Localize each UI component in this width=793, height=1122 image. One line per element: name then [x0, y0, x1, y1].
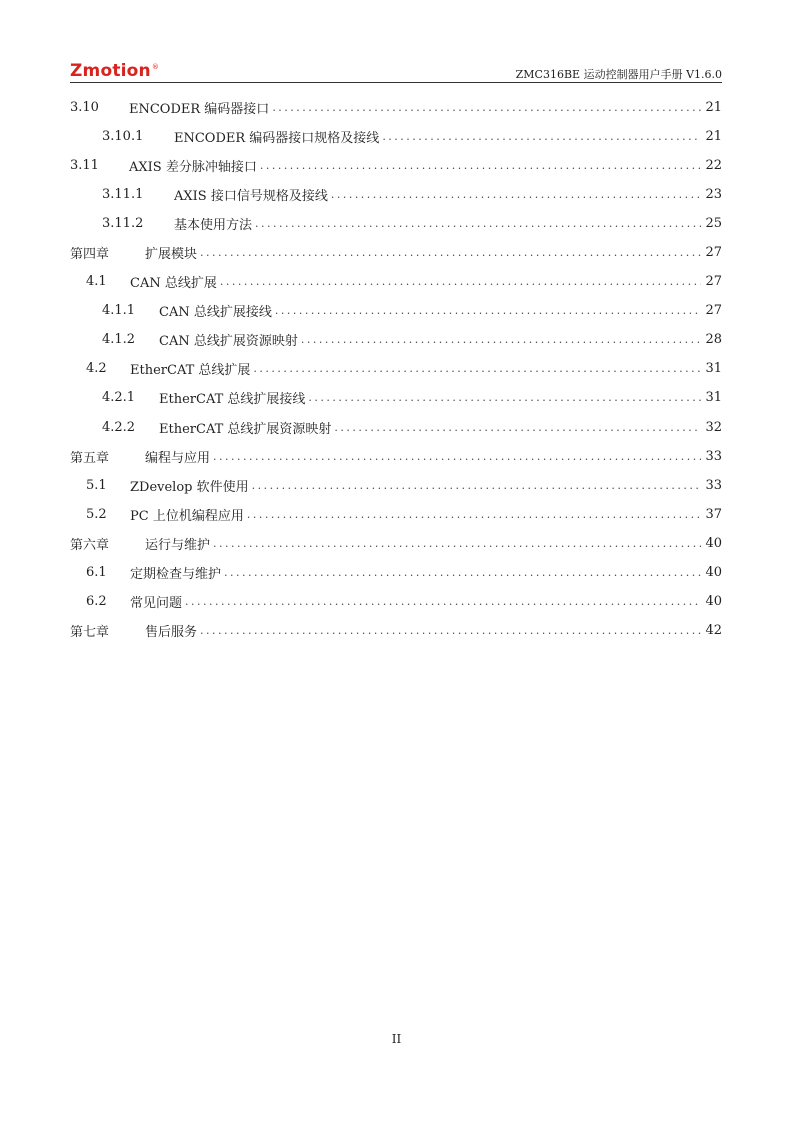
- toc-entry-number: 4.1.2: [102, 332, 136, 348]
- toc-entry-title: CAN 总线扩展资源映射: [159, 334, 298, 350]
- toc-entry-number: 4.2: [86, 361, 107, 377]
- toc-entry-number: 3.11: [70, 158, 99, 174]
- toc-entry-title: EtherCAT 总线扩展: [130, 363, 251, 379]
- toc-leader-dots: [260, 159, 702, 172]
- toc-entry-title: 运行与维护: [145, 537, 211, 553]
- toc-leader-dots: [185, 595, 701, 608]
- toc-entry-title: 扩展模块: [145, 247, 198, 263]
- toc-entry-page: 40: [705, 564, 722, 580]
- toc-entry[interactable]: [70, 413, 722, 442]
- toc-entry-page: 21: [705, 129, 722, 145]
- toc-entry-title: ZDevelop 软件使用: [130, 479, 249, 495]
- toc-leader-dots: [200, 624, 701, 637]
- toc-entry-page: 28: [705, 332, 722, 348]
- toc-entry-title: EtherCAT 总线扩展接线: [159, 392, 306, 408]
- toc-leader-dots: [331, 188, 702, 201]
- toc-leader-dots: [382, 130, 701, 143]
- toc-entry[interactable]: [70, 442, 722, 471]
- toc-entry-number: 5.1: [86, 477, 107, 493]
- toc-entry[interactable]: [70, 180, 722, 209]
- logo-text: Zmotion: [70, 61, 151, 81]
- toc-entry[interactable]: [70, 209, 722, 238]
- toc-entry[interactable]: [70, 238, 722, 267]
- toc-entry-number: 6.1: [86, 564, 107, 580]
- toc-entry-number: 第七章: [70, 624, 110, 640]
- toc-entry-title: PC 上位机编程应用: [130, 508, 244, 524]
- toc-leader-dots: [272, 101, 701, 114]
- toc-leader-dots: [275, 304, 702, 317]
- toc-entry-page: 27: [705, 274, 722, 290]
- toc-leader-dots: [247, 508, 702, 521]
- toc-leader-dots: [253, 362, 701, 375]
- toc-entry-number: 第六章: [70, 537, 110, 553]
- toc-entry-page: 27: [705, 245, 722, 261]
- toc-entry-number: 3.10: [70, 100, 99, 116]
- document-title: ZMC316BE 运动控制器用户手册 V1.6.0: [515, 68, 722, 81]
- toc-entry-number: 第四章: [70, 247, 110, 263]
- toc-entry-page: 31: [705, 390, 722, 406]
- toc-entry[interactable]: [70, 151, 722, 180]
- toc-entry[interactable]: [70, 529, 722, 558]
- toc-entry-page: 33: [705, 477, 722, 493]
- toc-entry-number: 4.2.1: [102, 390, 136, 406]
- toc-entry-title: ENCODER 编码器接口: [129, 102, 270, 118]
- toc-leader-dots: [255, 217, 701, 230]
- registered-mark: ®: [151, 63, 160, 72]
- toc-leader-dots: [301, 333, 702, 346]
- toc-leader-dots: [334, 421, 701, 434]
- toc-entry-page: 21: [705, 100, 722, 116]
- toc-entry-title: CAN 总线扩展接线: [159, 305, 272, 321]
- toc-entry-number: 6.2: [86, 593, 107, 609]
- toc-entry-page: 33: [705, 448, 722, 464]
- toc-entry-page: 31: [705, 361, 722, 377]
- toc-entry[interactable]: [70, 354, 722, 383]
- toc-entry[interactable]: [70, 616, 722, 645]
- toc-entry[interactable]: [70, 267, 722, 296]
- toc-entry-number: 5.2: [86, 506, 107, 522]
- toc-entry-title: 定期检查与维护: [130, 566, 222, 582]
- toc-entry[interactable]: [70, 122, 722, 151]
- toc-entry[interactable]: [70, 558, 722, 587]
- toc-entry[interactable]: [70, 471, 722, 500]
- toc-entry-number: 3.10.1: [102, 129, 144, 145]
- toc-leader-dots: [213, 450, 701, 463]
- toc-leader-dots: [224, 566, 701, 579]
- toc-entry-number: 4.1: [86, 274, 107, 290]
- toc-entry-number: 3.11.1: [102, 187, 144, 203]
- toc-leader-dots: [308, 391, 701, 404]
- toc-entry-number: 第五章: [70, 450, 110, 466]
- toc-entry-title: CAN 总线扩展: [130, 276, 217, 292]
- toc-entry[interactable]: [70, 325, 722, 354]
- toc-entry-page: 27: [705, 303, 722, 319]
- toc-entry-page: 42: [705, 622, 722, 638]
- toc-entry-page: 32: [705, 419, 722, 435]
- toc-entry-title: ENCODER 编码器接口规格及接线: [174, 131, 380, 147]
- toc-entry[interactable]: [70, 587, 722, 616]
- toc-entry-number: 3.11.2: [102, 216, 144, 232]
- toc-entry-number: 4.2.2: [102, 419, 136, 435]
- toc-leader-dots: [220, 275, 702, 288]
- toc-entry[interactable]: [70, 296, 722, 325]
- page-header: [70, 58, 722, 83]
- toc-leader-dots: [213, 537, 701, 550]
- toc-leader-dots: [200, 246, 701, 259]
- toc-entry[interactable]: [70, 93, 722, 122]
- toc-entry-page: 37: [705, 506, 722, 522]
- toc-entry-title: EtherCAT 总线扩展资源映射: [159, 421, 332, 437]
- toc-entry-title: AXIS 差分脉冲轴接口: [129, 160, 257, 176]
- toc-entry[interactable]: [70, 500, 722, 529]
- toc-leader-dots: [252, 479, 702, 492]
- toc-entry-title: AXIS 接口信号规格及接线: [174, 189, 328, 205]
- table-of-contents: [70, 93, 722, 645]
- toc-entry-page: 40: [705, 593, 722, 609]
- toc-entry-title: 编程与应用: [145, 450, 211, 466]
- toc-entry-title: 常见问题: [130, 595, 183, 611]
- toc-entry-page: 22: [705, 158, 722, 174]
- page-number: II: [391, 1032, 402, 1046]
- toc-entry-page: 40: [705, 535, 722, 551]
- zmotion-logo: [70, 61, 159, 81]
- toc-entry-title: 售后服务: [145, 624, 198, 640]
- toc-entry[interactable]: [70, 383, 722, 412]
- toc-entry-number: 4.1.1: [102, 303, 136, 319]
- toc-entry-page: 25: [705, 216, 722, 232]
- toc-entry-page: 23: [705, 187, 722, 203]
- toc-entry-title: 基本使用方法: [174, 218, 253, 234]
